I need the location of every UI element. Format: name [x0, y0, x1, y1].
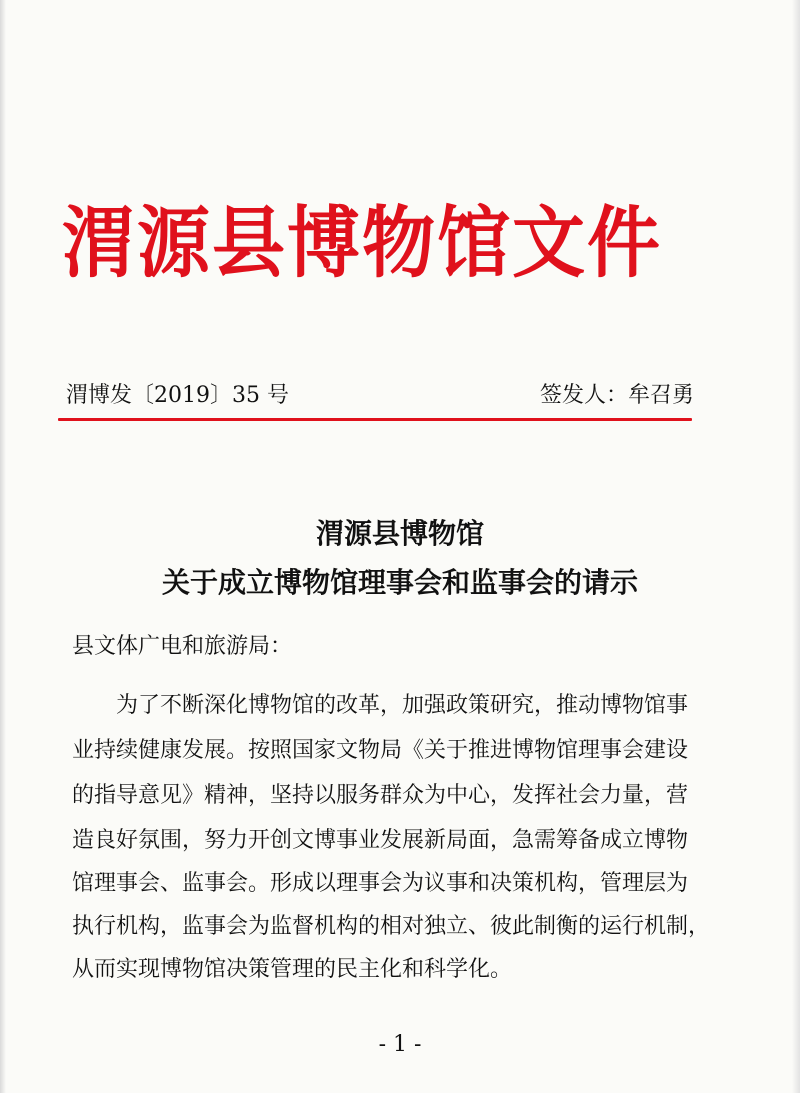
body-line: 为了不断深化博物馆的改革，加强政策研究，推动博物馆事 [116, 693, 689, 718]
document-title-line-1: 渭源县博物馆 [315, 517, 484, 550]
document-number: 渭博发〔2019〕35 号 [66, 383, 289, 408]
red-separator-line [58, 418, 692, 421]
body-line: 执行机构，监事会为监督机构的相对独立、彼此制衡的运行机制， [72, 914, 711, 939]
body-line: 造良好氛围，努力开创文博事业发展新局面，急需筹备成立博物 [72, 828, 689, 853]
body-line: 的指导意见》精神，坚持以服务群众为中心，发挥社会力量，营 [72, 783, 689, 808]
page-number: - 1 - [378, 1032, 422, 1057]
body-line: 业持续健康发展。按照国家文物局《关于推进博物馆理事会建设 [72, 738, 689, 763]
recipient: 县文体广电和旅游局： [72, 634, 293, 659]
document-title-line-2: 关于成立博物馆理事会和监事会的请示 [161, 566, 638, 599]
issuer-title: 渭源县博物馆文件 [62, 197, 662, 289]
signer: 签发人：牟召勇 [540, 383, 695, 408]
body-line: 馆理事会、监事会。形成以理事会为议事和决策机构，管理层为 [72, 871, 689, 896]
body-line: 从而实现博物馆决策管理的民主化和科学化。 [72, 957, 513, 982]
